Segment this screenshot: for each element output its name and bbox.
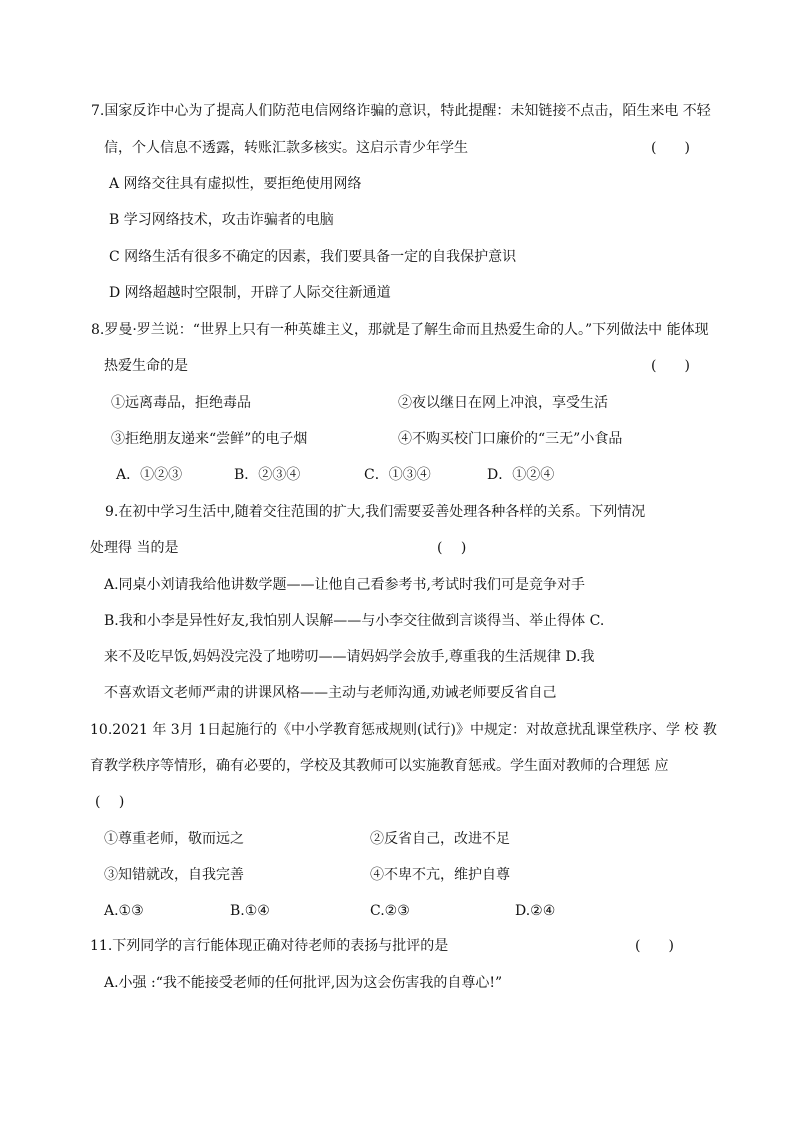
q10-stem-line2: 育教学秩序等情形，确有必要的，学校及其教师可以实施教育惩戒。学生面对教师的合理惩 应 [90,758,669,774]
q10-item-4: ④不卑不亢，维护自尊 [370,867,510,883]
q8-answer-bracket: ( ) [651,358,690,374]
q8-choice-a: A．①②③ [116,467,183,483]
q7-answer-bracket: ( ) [651,140,690,156]
q11-stem: 11.下列同学的言行能体现正确对待老师的表扬与批评的是 [90,938,449,954]
q8-choice-d: D．①②④ [487,467,555,483]
q11-answer-bracket: ( ) [635,938,674,954]
q10-answer-bracket: ( ) [95,794,125,810]
q7-option-a: A 网络交往具有虚拟性，要拒绝使用网络 [109,176,362,192]
q7-option-d: D 网络超越时空限制，开辟了人际交往新通道 [109,285,391,301]
q9-line-a: A.同桌小刘请我给他讲数学题——让他自己看参考书,考试时我们可是竞争对手 [104,577,586,593]
q7-option-c: C 网络生活有很多不确定的因素，我们要具备一定的自我保护意识 [109,249,517,265]
q7-stem-line1: 7.国家反诈中心为了提高人们防范电信网络诈骗的意识，特此提醒：未知链接不点击，陌生来电 不轻 [91,103,711,119]
q8-choice-b: B．②③④ [234,467,301,483]
q8-item-4: ④不购买校门口廉价的“三无”小食品 [398,431,623,447]
q8-stem-line2: 热爱生命的是 [104,358,188,374]
q9-stem-line1: 9.在初中学习生活中,随着交往范围的扩大,我们需要妥善处理各种各样的关系。下列情况 [105,504,646,520]
q10-choice-d: D.②④ [515,903,556,919]
q9-line-b: B.我和小李是异性好友,我怕别人误解——与小李交往做到言谈得当、举止得体 C. [104,613,605,629]
q10-choice-b: B.①④ [230,903,270,919]
q10-item-3: ③知错就改，自我完善 [104,867,244,883]
q7-option-b: B 学习网络技术，攻击诈骗者的电脑 [109,212,334,228]
q10-item-1: ①尊重老师，敬而远之 [104,831,244,847]
q8-item-2: ②夜以继日在网上冲浪，享受生活 [398,395,608,411]
q9-answer-bracket: ( ) [437,540,467,556]
q8-item-3: ③拒绝朋友递来“尝鲜”的电子烟 [111,431,308,447]
q10-item-2: ②反省自己，改进不足 [370,831,510,847]
q10-choice-c: C.②③ [370,903,410,919]
q11-option-a: A.小强 :“我不能接受老师的任何批评,因为这会伤害我的自尊心!” [104,975,503,991]
q8-choice-c: C．①③④ [364,467,431,483]
q9-line-d: 不喜欢语文老师严肃的讲课风格——主动与老师沟通,劝诫老师要反省自己 [104,685,557,701]
q10-choice-a: A.①③ [104,903,144,919]
q7-stem-line2: 信，个人信息不透露，转账汇款多核实。这启示青少年学生 [104,140,468,156]
q9-line-c: 来不及吃早饭,妈妈没完没了地唠叨——请妈妈学会放手,尊重我的生活规律 D.我 [104,649,595,665]
q10-stem-line1: 10.2021 年 3月 1日起施行的《中小学教育惩戒规则(试行)》中规定：对故意扰乱课堂秩序、学 校 教 [90,722,717,738]
q9-stem-line2: 处理得 当的是 [90,540,179,556]
q8-stem-line1: 8.罗曼·罗兰说：“世界上只有一种英雄主义，那就是了解生命而且热爱生命的人。”下列做法中 能体现 [91,322,709,338]
q8-item-1: ①远离毒品，拒绝毒品 [111,395,251,411]
